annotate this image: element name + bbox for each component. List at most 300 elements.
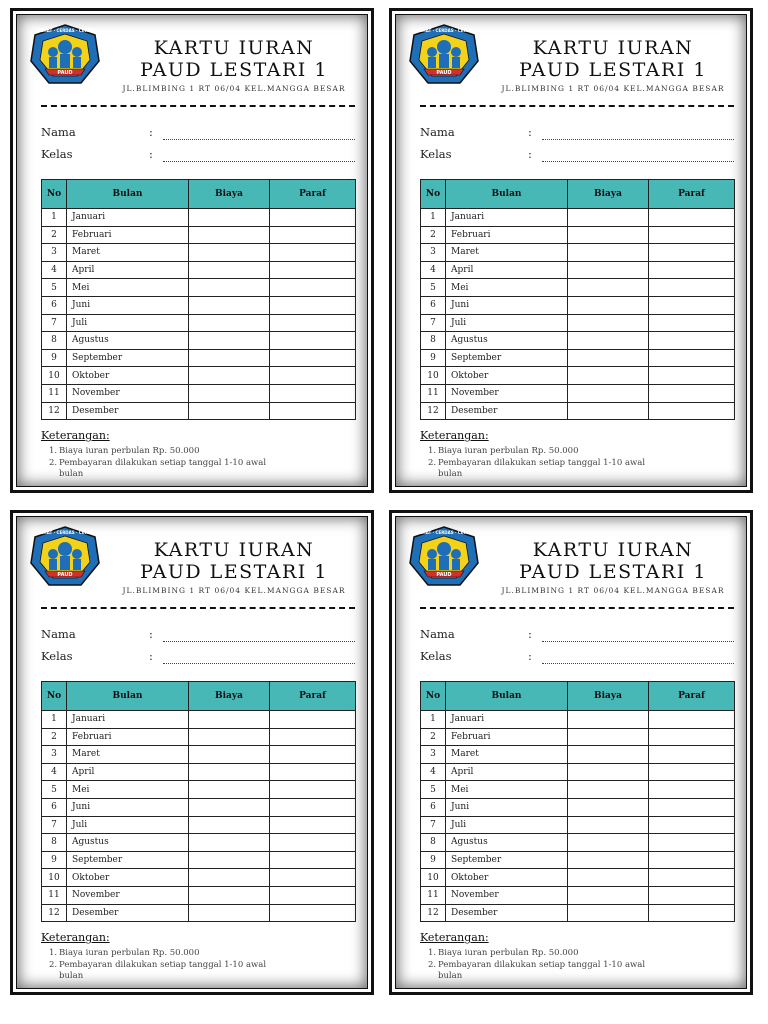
row-signature-cell[interactable] — [270, 851, 356, 869]
fee-table-header — [42, 180, 356, 209]
row-number: 6 — [42, 296, 67, 314]
notes-title: Keterangan: — [41, 429, 110, 442]
fee-table — [41, 681, 356, 922]
notes-item-text: Biaya iuran perbulan Rp. 50.000 — [438, 446, 579, 456]
row-number: 1 — [42, 209, 67, 227]
row-month: Oktober — [67, 367, 189, 385]
row-fee-cell[interactable] — [568, 314, 649, 332]
row-number: 12 — [42, 402, 67, 420]
table-row — [42, 851, 356, 869]
notes-item-number: 1. — [428, 948, 437, 958]
row-signature-cell[interactable] — [649, 209, 735, 227]
row-signature-cell[interactable] — [270, 886, 356, 904]
notes-item-number: 2. — [49, 959, 58, 970]
header-month: Bulan — [446, 682, 568, 711]
row-month: September — [67, 349, 189, 367]
row-fee-cell[interactable] — [568, 904, 649, 922]
header-divider — [420, 607, 734, 609]
table-row — [42, 781, 356, 799]
table-row — [42, 226, 356, 244]
table-row — [42, 904, 356, 922]
row-number: 12 — [421, 402, 446, 420]
row-month: Juni — [446, 798, 568, 816]
row-fee-cell[interactable] — [568, 367, 649, 385]
row-fee-cell[interactable] — [568, 834, 649, 852]
table-row — [421, 834, 735, 852]
row-fee-cell[interactable] — [568, 781, 649, 799]
row-signature-cell[interactable] — [649, 244, 735, 262]
row-fee-cell[interactable] — [189, 763, 270, 781]
fee-table-header — [421, 682, 735, 711]
row-month: April — [446, 261, 568, 279]
table-row — [421, 763, 735, 781]
row-fee-cell[interactable] — [189, 402, 270, 420]
row-fee-cell[interactable] — [189, 851, 270, 869]
row-signature-cell[interactable] — [270, 367, 356, 385]
row-number: 10 — [421, 869, 446, 887]
row-fee-cell[interactable] — [189, 261, 270, 279]
row-fee-cell[interactable] — [568, 886, 649, 904]
name-colon: : — [149, 125, 153, 139]
fee-table — [420, 681, 735, 922]
table-row — [42, 886, 356, 904]
row-month: Oktober — [446, 367, 568, 385]
row-number: 2 — [42, 728, 67, 746]
row-number: 5 — [42, 781, 67, 799]
row-fee-cell[interactable] — [189, 746, 270, 764]
row-month: Juli — [446, 816, 568, 834]
row-number: 1 — [421, 209, 446, 227]
row-signature-cell[interactable] — [270, 279, 356, 297]
name-colon: : — [528, 627, 532, 641]
svg-text:PAUD: PAUD — [57, 70, 73, 76]
notes-item-text: Biaya iuran perbulan Rp. 50.000 — [438, 948, 579, 958]
row-number: 2 — [421, 728, 446, 746]
row-fee-cell[interactable] — [568, 332, 649, 350]
row-signature-cell[interactable] — [649, 384, 735, 402]
row-fee-cell[interactable] — [568, 349, 649, 367]
row-month: Maret — [446, 244, 568, 262]
row-signature-cell[interactable] — [649, 226, 735, 244]
row-signature-cell[interactable] — [649, 296, 735, 314]
card-title-line1: KARTU IURAN — [532, 539, 694, 561]
card-title-line1: KARTU IURAN — [153, 37, 315, 59]
svg-text:SEHAT · CERDAS · CERIA: SEHAT · CERDAS · CERIA — [37, 530, 93, 535]
row-month: November — [446, 384, 568, 402]
row-fee-cell[interactable] — [189, 296, 270, 314]
row-fee-cell[interactable] — [568, 798, 649, 816]
row-signature-cell[interactable] — [270, 261, 356, 279]
row-month: April — [67, 763, 189, 781]
table-row — [42, 816, 356, 834]
svg-text:SEHAT · CERDAS · CERIA: SEHAT · CERDAS · CERIA — [37, 28, 93, 33]
row-number: 8 — [421, 834, 446, 852]
row-fee-cell[interactable] — [189, 781, 270, 799]
name-label: Nama — [420, 125, 455, 139]
row-signature-cell[interactable] — [270, 314, 356, 332]
row-month: April — [67, 261, 189, 279]
notes-item — [428, 960, 668, 983]
header-fee: Biaya — [568, 682, 649, 711]
class-field[interactable] — [542, 161, 734, 162]
class-label: Kelas — [41, 147, 73, 161]
table-row — [42, 834, 356, 852]
row-fee-cell[interactable] — [189, 711, 270, 729]
row-fee-cell[interactable] — [568, 261, 649, 279]
row-month: Juni — [446, 296, 568, 314]
table-row — [421, 384, 735, 402]
row-signature-cell[interactable] — [649, 834, 735, 852]
svg-text:PAUD: PAUD — [436, 70, 452, 76]
row-fee-cell[interactable] — [189, 869, 270, 887]
notes-title: Keterangan: — [420, 931, 489, 944]
row-number: 8 — [42, 332, 67, 350]
table-row — [42, 209, 356, 227]
notes-item — [49, 948, 289, 960]
notes-item-text: Biaya iuran perbulan Rp. 50.000 — [59, 948, 200, 958]
row-number: 6 — [421, 296, 446, 314]
school-logo-icon — [29, 23, 101, 87]
row-fee-cell[interactable] — [568, 851, 649, 869]
row-signature-cell[interactable] — [270, 869, 356, 887]
table-row — [421, 904, 735, 922]
table-row — [42, 763, 356, 781]
row-number: 10 — [421, 367, 446, 385]
row-signature-cell[interactable] — [649, 279, 735, 297]
notes-title: Keterangan: — [41, 931, 110, 944]
row-month: Desember — [67, 904, 189, 922]
name-field[interactable] — [163, 641, 355, 642]
table-row — [421, 746, 735, 764]
row-fee-cell[interactable] — [189, 314, 270, 332]
table-row — [421, 244, 735, 262]
header-no: No — [42, 682, 67, 711]
card-title-line1: KARTU IURAN — [532, 37, 694, 59]
row-month: Januari — [67, 209, 189, 227]
row-signature-cell[interactable] — [270, 226, 356, 244]
row-signature-cell[interactable] — [649, 711, 735, 729]
header-fee: Biaya — [189, 682, 270, 711]
row-signature-cell[interactable] — [270, 296, 356, 314]
header-no: No — [42, 180, 67, 209]
row-fee-cell[interactable] — [568, 746, 649, 764]
row-signature-cell[interactable] — [649, 851, 735, 869]
name-label: Nama — [41, 125, 76, 139]
row-signature-cell[interactable] — [270, 332, 356, 350]
table-row — [421, 279, 735, 297]
row-month: Juni — [67, 798, 189, 816]
row-number: 4 — [42, 261, 67, 279]
row-number: 5 — [42, 279, 67, 297]
school-logo-icon — [408, 23, 480, 87]
row-signature-cell[interactable] — [270, 834, 356, 852]
notes-item — [49, 458, 289, 481]
class-field[interactable] — [542, 663, 734, 664]
class-label: Kelas — [41, 649, 73, 663]
row-signature-cell[interactable] — [649, 314, 735, 332]
row-month: September — [446, 349, 568, 367]
notes-item-text: Biaya iuran perbulan Rp. 50.000 — [59, 446, 200, 456]
name-label: Nama — [41, 627, 76, 641]
row-number: 9 — [421, 349, 446, 367]
row-fee-cell[interactable] — [568, 869, 649, 887]
row-fee-cell[interactable] — [568, 728, 649, 746]
school-address: JL.BLIMBING 1 RT 06/04 KEL.MANGGA BESAR — [501, 84, 725, 93]
notes-item-number: 1. — [49, 948, 58, 958]
class-field[interactable] — [163, 663, 355, 664]
row-fee-cell[interactable] — [189, 367, 270, 385]
class-field[interactable] — [163, 161, 355, 162]
row-signature-cell[interactable] — [649, 367, 735, 385]
fee-table — [420, 179, 735, 420]
table-row — [42, 728, 356, 746]
row-month: Oktober — [446, 869, 568, 887]
row-fee-cell[interactable] — [189, 728, 270, 746]
row-fee-cell[interactable] — [568, 209, 649, 227]
row-signature-cell[interactable] — [270, 763, 356, 781]
row-month: Juli — [67, 314, 189, 332]
fee-table-header — [421, 180, 735, 209]
row-month: Desember — [446, 402, 568, 420]
row-number: 9 — [42, 851, 67, 869]
row-signature-cell[interactable] — [270, 711, 356, 729]
row-fee-cell[interactable] — [189, 209, 270, 227]
row-fee-cell[interactable] — [189, 279, 270, 297]
row-month: Agustus — [67, 332, 189, 350]
row-fee-cell[interactable] — [189, 834, 270, 852]
row-month: Juni — [67, 296, 189, 314]
row-number: 11 — [42, 886, 67, 904]
row-number: 3 — [42, 244, 67, 262]
header-month: Bulan — [446, 180, 568, 209]
fee-card — [10, 8, 374, 493]
table-row — [42, 746, 356, 764]
table-row — [42, 798, 356, 816]
row-number: 5 — [421, 279, 446, 297]
table-row — [421, 314, 735, 332]
name-field[interactable] — [163, 139, 355, 140]
notes-list — [49, 446, 289, 481]
row-month: Agustus — [446, 834, 568, 852]
class-colon: : — [528, 147, 532, 161]
row-month: Maret — [67, 244, 189, 262]
row-number: 7 — [421, 816, 446, 834]
notes-item-text: Pembayaran dilakukan setiap tanggal 1-10 awal bulan — [59, 457, 267, 479]
row-month: Juli — [446, 314, 568, 332]
name-colon: : — [149, 627, 153, 641]
svg-text:SEHAT · CERDAS · CERIA: SEHAT · CERDAS · CERIA — [416, 530, 472, 535]
header-month: Bulan — [67, 682, 189, 711]
row-fee-cell[interactable] — [568, 711, 649, 729]
row-number: 7 — [421, 314, 446, 332]
row-month: Januari — [446, 711, 568, 729]
row-month: Agustus — [67, 834, 189, 852]
row-signature-cell[interactable] — [649, 816, 735, 834]
notes-item — [49, 446, 289, 458]
row-signature-cell[interactable] — [270, 349, 356, 367]
header-signature: Paraf — [649, 180, 735, 209]
row-number: 5 — [421, 781, 446, 799]
row-month: September — [446, 851, 568, 869]
notes-item-number: 2. — [428, 959, 437, 970]
row-number: 7 — [42, 314, 67, 332]
row-month: Desember — [446, 904, 568, 922]
row-number: 8 — [421, 332, 446, 350]
header-divider — [41, 607, 355, 609]
row-fee-cell[interactable] — [568, 384, 649, 402]
fee-table-header — [42, 682, 356, 711]
row-fee-cell[interactable] — [189, 226, 270, 244]
row-number: 11 — [421, 886, 446, 904]
table-row — [42, 869, 356, 887]
notes-item-number: 1. — [49, 446, 58, 456]
row-signature-cell[interactable] — [649, 798, 735, 816]
table-row — [421, 816, 735, 834]
table-row — [421, 367, 735, 385]
row-month: April — [446, 763, 568, 781]
row-signature-cell[interactable] — [270, 384, 356, 402]
row-fee-cell[interactable] — [189, 244, 270, 262]
table-row — [42, 384, 356, 402]
row-month: Juli — [67, 816, 189, 834]
table-row — [421, 711, 735, 729]
row-signature-cell[interactable] — [649, 869, 735, 887]
row-signature-cell[interactable] — [649, 402, 735, 420]
table-row — [421, 296, 735, 314]
row-number: 11 — [421, 384, 446, 402]
row-number: 8 — [42, 834, 67, 852]
table-row — [421, 886, 735, 904]
table-row — [42, 367, 356, 385]
row-number: 7 — [42, 816, 67, 834]
row-signature-cell[interactable] — [649, 781, 735, 799]
row-signature-cell[interactable] — [649, 261, 735, 279]
row-number: 3 — [42, 746, 67, 764]
row-month: Januari — [446, 209, 568, 227]
notes-item — [428, 446, 668, 458]
row-signature-cell[interactable] — [270, 244, 356, 262]
header-signature: Paraf — [649, 682, 735, 711]
row-number: 1 — [42, 711, 67, 729]
row-signature-cell[interactable] — [270, 816, 356, 834]
table-row — [42, 279, 356, 297]
row-signature-cell[interactable] — [270, 746, 356, 764]
notes-list — [49, 948, 289, 983]
row-fee-cell[interactable] — [189, 816, 270, 834]
name-field[interactable] — [542, 641, 734, 642]
row-fee-cell[interactable] — [189, 886, 270, 904]
table-row — [421, 332, 735, 350]
row-signature-cell[interactable] — [649, 349, 735, 367]
table-row — [421, 402, 735, 420]
row-number: 3 — [421, 746, 446, 764]
table-row — [421, 851, 735, 869]
row-number: 4 — [42, 763, 67, 781]
row-number: 2 — [42, 226, 67, 244]
header-month: Bulan — [67, 180, 189, 209]
row-number: 6 — [42, 798, 67, 816]
row-fee-cell[interactable] — [189, 798, 270, 816]
table-row — [42, 332, 356, 350]
class-label: Kelas — [420, 147, 452, 161]
header-signature: Paraf — [270, 180, 356, 209]
row-number: 3 — [421, 244, 446, 262]
row-month: Mei — [446, 279, 568, 297]
row-signature-cell[interactable] — [270, 781, 356, 799]
header-divider — [41, 105, 355, 107]
row-fee-cell[interactable] — [189, 384, 270, 402]
row-month: September — [67, 851, 189, 869]
card-title-line2: PAUD LESTARI 1 — [519, 59, 707, 81]
card-title-line2: PAUD LESTARI 1 — [140, 561, 328, 583]
svg-text:PAUD: PAUD — [436, 572, 452, 578]
header-divider — [420, 105, 734, 107]
row-number: 4 — [421, 763, 446, 781]
row-number: 11 — [42, 384, 67, 402]
notes-item-number: 2. — [49, 457, 58, 468]
row-month: Februari — [67, 226, 189, 244]
row-fee-cell[interactable] — [189, 904, 270, 922]
table-row — [42, 314, 356, 332]
row-signature-cell[interactable] — [649, 332, 735, 350]
notes-item — [428, 458, 668, 481]
row-signature-cell[interactable] — [270, 402, 356, 420]
row-fee-cell[interactable] — [568, 226, 649, 244]
row-fee-cell[interactable] — [189, 332, 270, 350]
table-row — [421, 781, 735, 799]
table-row — [42, 296, 356, 314]
row-fee-cell[interactable] — [189, 349, 270, 367]
school-logo-icon — [29, 525, 101, 589]
row-number: 12 — [42, 904, 67, 922]
notes-item — [49, 960, 289, 983]
table-row — [42, 244, 356, 262]
row-signature-cell[interactable] — [270, 209, 356, 227]
row-month: Januari — [67, 711, 189, 729]
table-row — [421, 261, 735, 279]
notes-item-number: 2. — [428, 457, 437, 468]
row-fee-cell[interactable] — [568, 279, 649, 297]
table-row — [42, 261, 356, 279]
header-no: No — [421, 682, 446, 711]
row-signature-cell[interactable] — [649, 904, 735, 922]
row-fee-cell[interactable] — [568, 816, 649, 834]
class-label: Kelas — [420, 649, 452, 663]
header-fee: Biaya — [568, 180, 649, 209]
row-signature-cell[interactable] — [649, 763, 735, 781]
row-signature-cell[interactable] — [649, 746, 735, 764]
row-signature-cell[interactable] — [649, 886, 735, 904]
row-signature-cell[interactable] — [270, 904, 356, 922]
card-title-line1: KARTU IURAN — [153, 539, 315, 561]
name-field[interactable] — [542, 139, 734, 140]
row-month: Agustus — [446, 332, 568, 350]
row-fee-cell[interactable] — [568, 296, 649, 314]
row-number: 1 — [421, 711, 446, 729]
row-fee-cell[interactable] — [568, 402, 649, 420]
notes-item-text: Pembayaran dilakukan setiap tanggal 1-10 awal bulan — [438, 959, 646, 981]
row-month: Desember — [67, 402, 189, 420]
table-row — [421, 728, 735, 746]
row-signature-cell[interactable] — [270, 798, 356, 816]
row-fee-cell[interactable] — [568, 763, 649, 781]
row-fee-cell[interactable] — [568, 244, 649, 262]
notes-item-number: 1. — [428, 446, 437, 456]
row-signature-cell[interactable] — [649, 728, 735, 746]
row-signature-cell[interactable] — [270, 728, 356, 746]
svg-text:SEHAT · CERDAS · CERIA: SEHAT · CERDAS · CERIA — [416, 28, 472, 33]
fee-table — [41, 179, 356, 420]
